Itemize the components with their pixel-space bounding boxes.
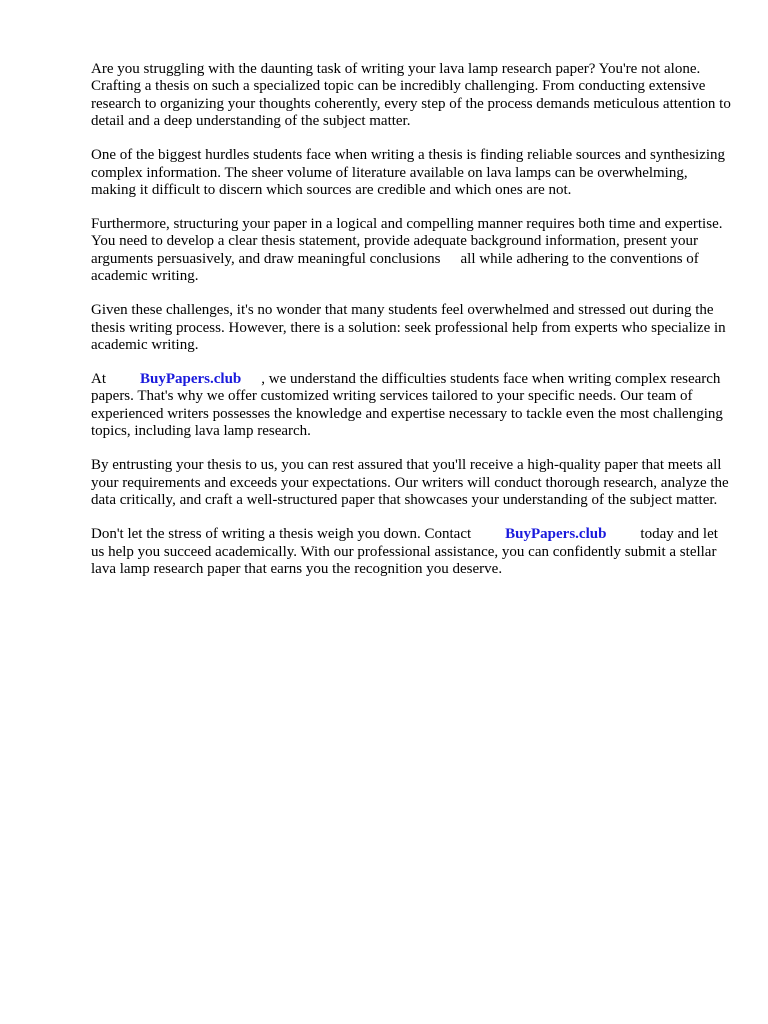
paragraph-hurdles: One of the biggest hurdles students face when writing a thesis is finding reliable sources and synthesizing complex information. The sheer volume of literature available on lava lamps can be overwhelming, making it difficult to discern which sources are credible and which ones are not. xyxy=(91,147,726,199)
paragraph-challenges: Given these challenges, it's no wonder that many students feel overwhelmed and stressed out during the thesis writing process. However, there is a solution: seek professional help from experts who specialize in academic writing. xyxy=(91,302,726,354)
buypapers-link[interactable]: BuyPapers.club xyxy=(140,371,242,388)
paragraph-service-text-after: , we understand the difficulties students face when writing complex research papers. That's why we offer customized writing services tailored to your specific needs. Our team of experienced writers possesses the knowledge and expertise necessary to tackle even the most challenging topics, including lava lamp research. xyxy=(91,371,723,440)
paragraph-service-text-before: At xyxy=(91,371,106,388)
paragraph-structuring-text-before: Furthermore, structuring your paper in a logical and compelling manner requires both time and expertise. You need to develop a clear thesis statement, provide adequate background information, present your arguments persuasively, and draw meaningful conclusions xyxy=(91,216,723,267)
paragraph-contact-text-before: Don't let the stress of writing a thesis weigh you down. Contact xyxy=(91,526,472,543)
document-body xyxy=(91,61,731,595)
paragraph-contact xyxy=(91,526,731,578)
buypapers-link-contact[interactable]: BuyPapers.club xyxy=(505,526,607,543)
paragraph-intro: Are you struggling with the daunting task of writing your lava lamp research paper? You're not alone. Crafting a thesis on such a specialized topic can be incredibly challenging. From conducting extensive research to organizing your thoughts coherently, every step of the process demands meticulous attention to detail and a deep understanding of the subject matter. xyxy=(91,61,731,130)
paragraph-service xyxy=(91,371,731,441)
paragraph-contact-text-after: today and let us help you succeed academically. With our professional assistance, you can confidently submit a stellar lava lamp research paper that earns you the recognition you deserve. xyxy=(91,526,718,577)
paragraph-entrust: By entrusting your thesis to us, you can rest assured that you'll receive a high-quality paper that meets all your requirements and exceeds your expectations. Our writers will conduct thorough research, analyze the data critically, and craft a well-structured paper that showcases your understanding of the subject matter. xyxy=(91,457,729,509)
paragraph-structuring xyxy=(91,216,731,286)
paragraph-structuring-text-after: all while adhering to the conventions of academic writing. xyxy=(91,250,699,285)
